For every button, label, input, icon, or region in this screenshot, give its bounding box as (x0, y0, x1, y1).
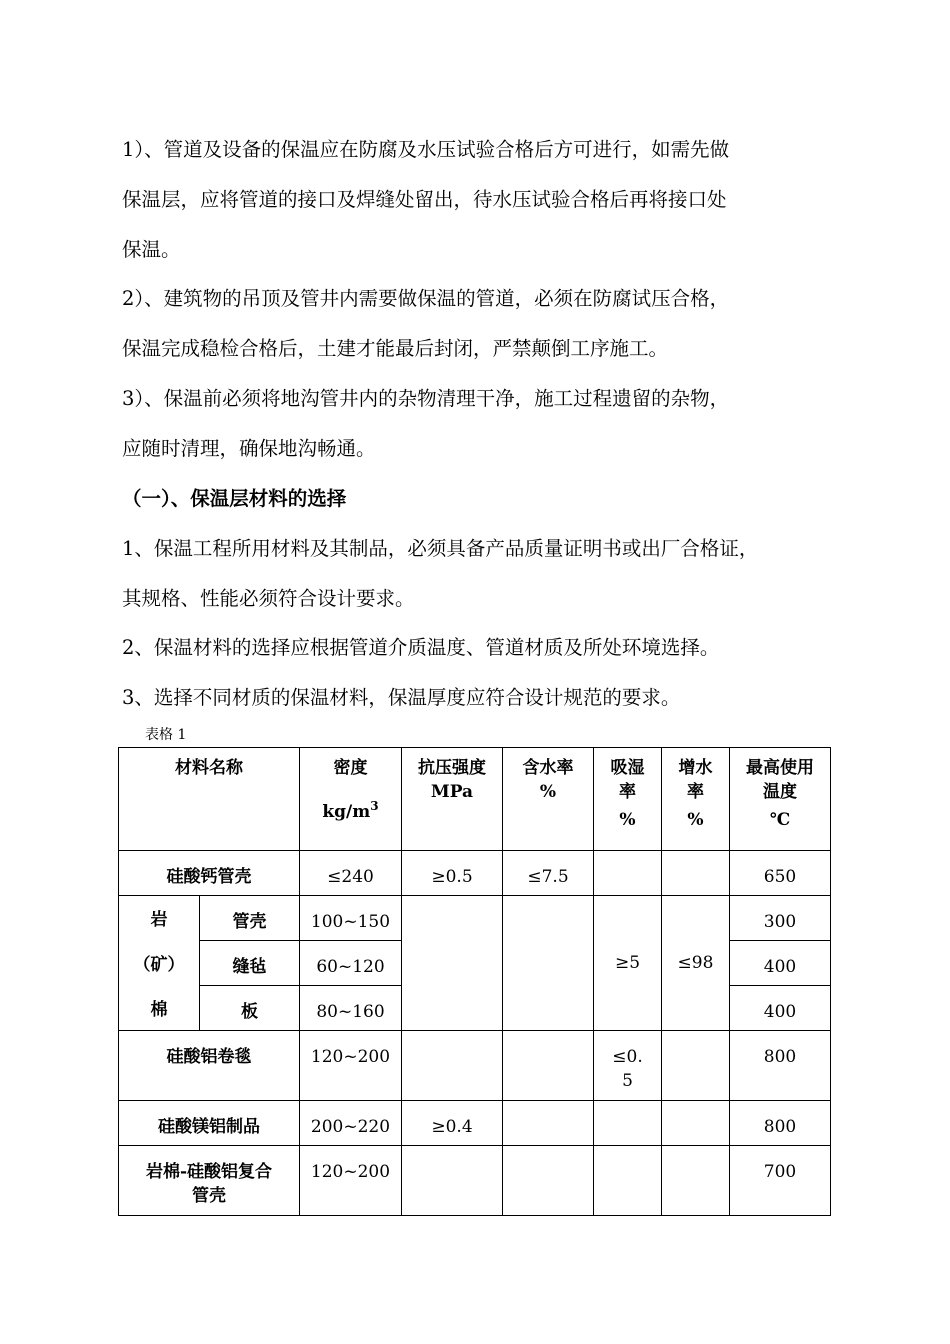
cell-strength (402, 1146, 503, 1216)
item-line-3: 2、保温材料的选择应根据管道介质温度、管道材质及所处环境选择。 (122, 636, 720, 659)
cell-max-temp: 800 (730, 1031, 831, 1101)
table-header-row (119, 748, 831, 851)
header-strength: 抗压强度 MPa (402, 748, 503, 851)
cell-moisture (503, 1146, 594, 1216)
cell-max-temp: 800 (730, 1101, 831, 1146)
paragraph-line-7: 应随时清理，确保地沟畅通。 (122, 437, 376, 460)
paragraph-line-5: 保温完成稳检合格后，土建才能最后封闭，严禁颠倒工序施工。 (122, 337, 669, 360)
cell-water-repellency (662, 1031, 730, 1101)
paragraph-line-1: 1）、管道及设备的保温应在防腐及水压试验合格后方可进行，如需先做 (122, 138, 730, 161)
cell-moisture (503, 1031, 594, 1101)
cell-absorption: ≤0. 5 (594, 1031, 662, 1101)
cell-strength (402, 896, 503, 1031)
cell-sub-name: 管壳 (200, 896, 300, 941)
table-row (119, 851, 831, 896)
paragraph-line-3: 保温。 (122, 238, 181, 261)
cell-sub-name: 板 (200, 986, 300, 1031)
cell-name: 岩棉-硅酸铝复合 管壳 (119, 1146, 300, 1216)
cell-water-repellency (662, 1101, 730, 1146)
table-row (119, 896, 831, 941)
cell-max-temp: 300 (730, 896, 831, 941)
cell-absorption (594, 851, 662, 896)
paragraph-line-2: 保温层，应将管道的接口及焊缝处留出，待水压试验合格后再将接口处 (122, 188, 727, 211)
cell-name: 硅酸镁铝制品 (119, 1101, 300, 1146)
cell-name: 硅酸钙管壳 (119, 851, 300, 896)
cell-strength: ≥0.4 (402, 1101, 503, 1146)
cell-water-repellency (662, 1146, 730, 1216)
cell-absorption (594, 1146, 662, 1216)
section-heading: （一）、保温层材料的选择 (122, 487, 347, 510)
header-moisture: 含水率 % (503, 748, 594, 851)
item-line-2: 其规格、性能必须符合设计要求。 (122, 587, 415, 610)
cell-density: 200~220 (300, 1101, 402, 1146)
cell-max-temp: 400 (730, 941, 831, 986)
cell-water-repellency: ≤98 (662, 896, 730, 1031)
cell-name: 硅酸铝卷毯 (119, 1031, 300, 1101)
paragraph-line-4: 2）、建筑物的吊顶及管井内需要做保温的管道，必须在防腐试压合格， (122, 287, 730, 310)
table-row (119, 1146, 831, 1216)
header-absorption: 吸湿 率 % (594, 748, 662, 851)
cell-moisture: ≤7.5 (503, 851, 594, 896)
cell-max-temp: 400 (730, 986, 831, 1031)
cell-max-temp: 700 (730, 1146, 831, 1216)
cell-absorption (594, 1101, 662, 1146)
item-line-1: 1、保温工程所用材料及其制品，必须具备产品质量证明书或出厂合格证， (122, 537, 759, 560)
cell-water-repellency (662, 851, 730, 896)
header-density: 密度 $kg/m^3$ (300, 748, 402, 851)
table-row (119, 1031, 831, 1101)
header-name: 材料名称 (119, 748, 300, 851)
cell-density: 120~200 (300, 1031, 402, 1101)
rockwool-group-label: 岩 （矿） 棉 (119, 896, 200, 1031)
header-water-repellency: 增水 率 % (662, 748, 730, 851)
table-caption: 表格 1 (145, 727, 187, 743)
cell-density: ≤240 (300, 851, 402, 896)
cell-moisture (503, 1101, 594, 1146)
cell-moisture (503, 896, 594, 1031)
cell-density: 120~200 (300, 1146, 402, 1216)
cell-max-temp: 650 (730, 851, 831, 896)
cell-sub-name: 缝毡 (200, 941, 300, 986)
table-row (119, 1101, 831, 1146)
cell-strength: ≥0.5 (402, 851, 503, 896)
cell-absorption: ≥5 (594, 896, 662, 1031)
cell-density: 80~160 (300, 986, 402, 1031)
paragraph-line-6: 3）、保温前必须将地沟管井内的杂物清理干净，施工过程遗留的杂物， (122, 387, 730, 410)
materials-table (118, 747, 831, 1216)
header-max-temp: 最高使用 温度 ℃ (730, 748, 831, 851)
cell-density: 100~150 (300, 896, 402, 941)
cell-density: 60~120 (300, 941, 402, 986)
cell-strength (402, 1031, 503, 1101)
item-line-4: 3、选择不同材质的保温材料，保温厚度应符合设计规范的要求。 (122, 686, 681, 709)
